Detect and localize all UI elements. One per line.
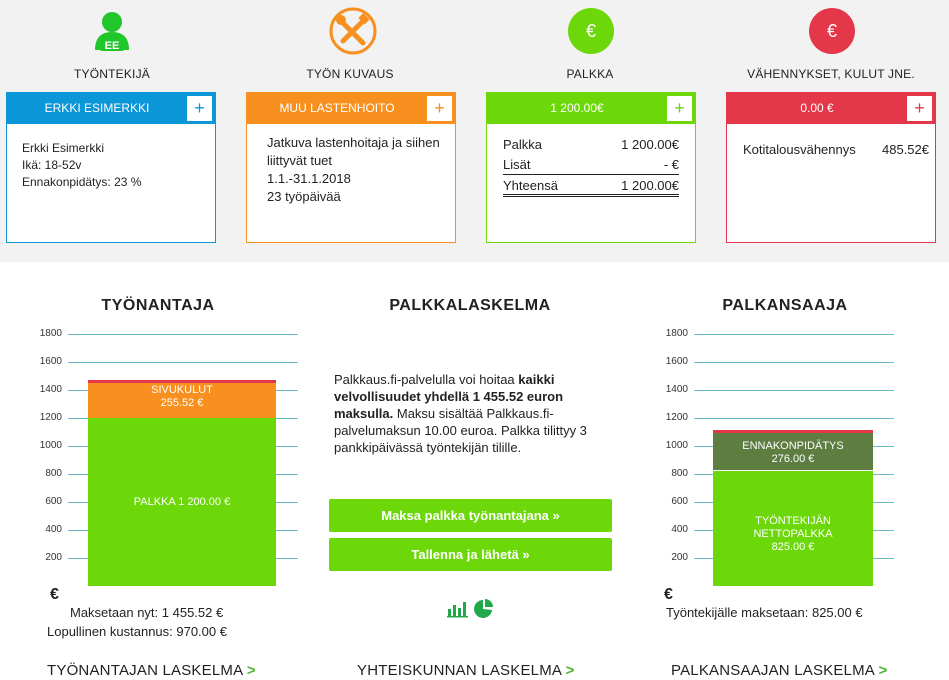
svg-text:EE: EE (104, 40, 120, 52)
employee-calc-link[interactable]: PALKANSAAJAN LASKELMA > (671, 662, 888, 679)
salary-title: PALKKA (566, 67, 614, 81)
chevron-right-icon: > (878, 662, 888, 679)
segment-label: 276.00 € (771, 452, 815, 465)
work-card[interactable] (246, 92, 456, 243)
employee-tax: Ennakonpidätys: 23 % (22, 175, 142, 189)
withholding-segment (713, 432, 873, 471)
gridline (694, 390, 894, 391)
employer-calc-link[interactable]: TYÖNANTAJAN LASKELMA > (47, 662, 256, 679)
work-days: 23 työpäivää (267, 189, 341, 204)
salary-card[interactable] (486, 92, 696, 243)
pay-now-text: Maksetaan nyt: 1 455.52 € (70, 605, 224, 620)
employer-chart (30, 325, 280, 605)
add-employee-button[interactable]: + (187, 96, 212, 121)
final-cost-text: Lopullinen kustannus: 970.00 € (47, 624, 227, 639)
tools-icon[interactable] (328, 6, 378, 56)
segment-label: TYÖNTEKIJÄN (755, 514, 831, 527)
axis-tick-label: 200 (45, 552, 62, 563)
employee-age: Ikä: 18-52v (22, 158, 82, 172)
segment-label: PALKKA 1 200.00 € (133, 495, 231, 508)
employee-title: TYÖNTEKIJÄ (73, 67, 150, 81)
gridline (694, 362, 894, 363)
deductions-card[interactable] (726, 92, 936, 243)
chevron-right-icon: > (565, 662, 575, 679)
axis-tick-label: 200 (671, 552, 688, 563)
axis-tick-label: 1000 (665, 440, 688, 451)
axis-tick-label: 600 (45, 496, 62, 507)
axis-tick-label: 1800 (39, 328, 62, 339)
payslip-title: PALKKALASKELMA (389, 297, 551, 314)
employee-side-title: PALKANSAAJA (722, 297, 848, 314)
segment-label: SIVUKULUT (151, 384, 213, 397)
euro-icon[interactable]: € (568, 8, 614, 54)
deductions-title: VÄHENNYKSET, KULUT JNE. (747, 67, 915, 81)
euro-icon[interactable]: € (809, 8, 855, 54)
chevron-right-icon: > (246, 662, 256, 679)
salary-row: Lisät - € (503, 155, 679, 175)
segment-label: NETTOPALKKA (753, 527, 833, 540)
employee-card-label: ERKKI ESIMERKKI (44, 101, 150, 115)
euro-axis-symbol: € (664, 586, 673, 603)
top-panel (0, 0, 949, 262)
pie-chart-icon[interactable] (473, 599, 495, 619)
axis-tick-label: 1200 (39, 412, 62, 423)
segment-label: ENNAKONPIDÄTYS (742, 439, 844, 452)
employer-title: TYÖNANTAJA (101, 297, 215, 314)
axis-tick-label: 800 (45, 468, 62, 479)
gridline (68, 334, 298, 335)
segment-label: 825.00 € (771, 540, 815, 553)
deductions-card-label: 0.00 € (800, 101, 834, 115)
axis-tick-label: 800 (671, 468, 688, 479)
axis-tick-label: 1400 (665, 384, 688, 395)
side-costs-segment (88, 382, 276, 418)
axis-tick-label: 1800 (665, 328, 688, 339)
axis-tick-label: 600 (671, 496, 688, 507)
work-period: 1.1.-31.1.2018 (267, 171, 351, 186)
work-title: TYÖN KUVAUS (306, 67, 394, 81)
add-salary-button[interactable]: + (667, 96, 692, 121)
axis-tick-label: 400 (45, 524, 62, 535)
employee-paid-text: Työntekijälle maksetaan: 825.00 € (666, 605, 863, 620)
bar-top-cap (88, 380, 276, 383)
save-and-send-button[interactable]: Tallenna ja lähetä » (329, 538, 612, 571)
employee-name: Erkki Esimerkki (22, 141, 105, 155)
add-work-button[interactable]: + (427, 96, 452, 121)
salary-row: Palkka 1 200.00€ (503, 137, 679, 152)
euro-axis-symbol: € (50, 586, 59, 603)
axis-tick-label: 1600 (39, 356, 62, 367)
deduction-label: Kotitalousvähennys (743, 142, 856, 157)
axis-tick-label: 1400 (39, 384, 62, 395)
work-description: Jatkuva lastenhoitaja ja siihen liittyvät tuet (267, 135, 440, 168)
axis-tick-label: 1600 (665, 356, 688, 367)
society-calc-link[interactable]: YHTEISKUNNAN LASKELMA > (357, 662, 575, 679)
person-icon[interactable] (90, 10, 134, 54)
employee-side-chart (648, 325, 898, 605)
axis-tick-label: 1000 (39, 440, 62, 451)
employee-card[interactable] (6, 92, 216, 243)
payslip-description: Palkkaus.fi-palvelulla voi hoitaa kaikki velvollisuudet yhdellä 1 455.52 euron maksulla. Maksu sisältää Palkkaus.fi-palvelumaksun 10.00 euroa. Palkka tilittyy 3 pankkipäivässä työntekijän tilille. (334, 372, 587, 455)
pay-salary-button[interactable]: Maksa palkka työnantajana » (329, 499, 612, 532)
salary-segment (88, 418, 276, 586)
segment-label: 255.52 € (160, 397, 204, 410)
add-deduction-button[interactable]: + (907, 96, 932, 121)
gridline (694, 334, 894, 335)
deduction-value: 485.52€ (882, 142, 929, 157)
axis-tick-label: 1200 (665, 412, 688, 423)
salary-card-label: 1 200.00€ (550, 101, 604, 115)
gridline (68, 362, 298, 363)
gridline (694, 418, 894, 419)
bar-top-cap (713, 430, 873, 433)
work-card-label: MUU LASTENHOITO (279, 101, 395, 115)
salary-total-row: Yhteensä 1 200.00€ (503, 175, 679, 197)
bar-chart-icon[interactable] (447, 600, 469, 618)
axis-tick-label: 400 (671, 524, 688, 535)
net-salary-segment (713, 471, 873, 587)
